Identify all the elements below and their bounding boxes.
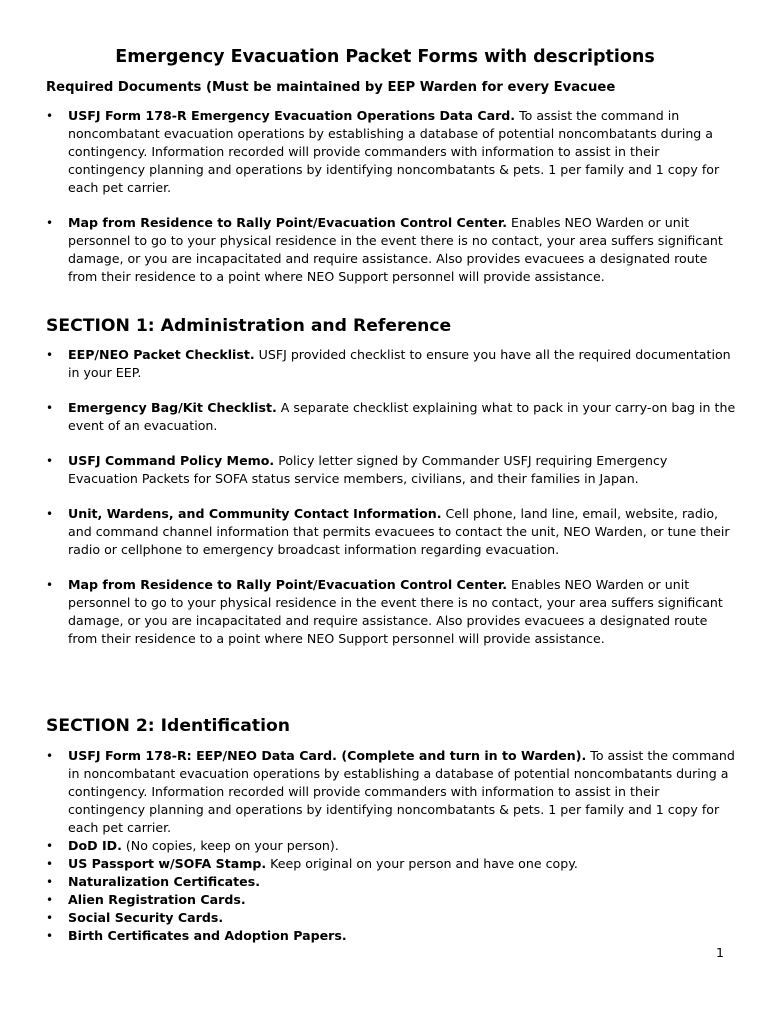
list-item [46, 873, 736, 891]
bullet-icon: • [46, 216, 54, 230]
list-item [46, 452, 736, 488]
item-title: USFJ Form 178-R Emergency Evacuation Operations Data Card. [68, 108, 516, 123]
item-title: Map from Residence to Rally Point/Evacuation Control Center. [68, 215, 508, 230]
item-description: Cell phone, land line, email, website, radio, and command channel information that permits evacuees to contact the unit, NEO Warden, or tune their radio or cellphone to emergency broadcast information regarding evacuation. [68, 506, 730, 557]
document-title: Emergency Evacuation Packet Forms with descriptions [115, 47, 655, 67]
list-item [46, 346, 736, 382]
item-title: US Passport w/SOFA Stamp. [68, 856, 267, 871]
list-item [46, 891, 736, 909]
list-item [46, 214, 736, 286]
list-item [46, 927, 736, 945]
bullet-icon: • [46, 893, 54, 907]
item-title: EEP/NEO Packet Checklist. [68, 347, 255, 362]
item-title: Alien Registration Cards. [68, 892, 246, 907]
bullet-icon: • [46, 507, 54, 521]
item-title: USFJ Form 178-R: EEP/NEO Data Card. (Complete and turn in to Warden). [68, 748, 587, 763]
item-title: Birth Certificates and Adoption Papers. [68, 928, 347, 943]
bullet-icon: • [46, 857, 54, 871]
item-title: Unit, Wardens, and Community Contact Information. [68, 506, 442, 521]
list-item [46, 855, 736, 873]
list-item [46, 576, 736, 648]
list-item [46, 837, 736, 855]
bullet-icon: • [46, 454, 54, 468]
item-title: Emergency Bag/Kit Checklist. [68, 400, 277, 415]
list-item [46, 505, 736, 559]
section-1-list [46, 346, 736, 665]
bullet-icon: • [46, 401, 54, 415]
section-2-heading: SECTION 2: Identification [46, 716, 291, 736]
item-description: Policy letter signed by Commander USFJ requiring Emergency Evacuation Packets for SOFA status service members, civilians, and their families in Japan. [68, 453, 668, 486]
required-documents-list [46, 107, 736, 303]
item-description: A separate checklist explaining what to pack in your carry-on bag in the event of an evacuation. [68, 400, 736, 433]
item-title: USFJ Command Policy Memo. [68, 453, 275, 468]
item-title: DoD ID. [68, 838, 122, 853]
bullet-icon: • [46, 911, 54, 925]
item-description: Enables NEO Warden or unit personnel to go to your physical residence in the event there is no contact, your area suffers significant damage, or you are incapacitated and require assistance. Also provides evacuees a designated route from their residence to a point where NEO Support personnel will provide assistance. [68, 215, 723, 284]
list-item [46, 909, 736, 927]
bullet-icon: • [46, 929, 54, 943]
bullet-icon: • [46, 875, 54, 889]
page-number: 1 [715, 945, 724, 960]
bullet-icon: • [46, 109, 54, 123]
item-description: To assist the command in noncombatant evacuation operations by establishing a database of potential noncombatants during a contingency. Information recorded will provide commanders with information to assist in their contingency planning and operations by identifying noncombatants & pets. 1 per family and 1 copy for each pet carrier. [68, 748, 735, 835]
item-title: Naturalization Certificates. [68, 874, 261, 889]
bullet-icon: • [46, 578, 54, 592]
item-description: Keep original on your person and have one copy. [266, 856, 578, 871]
required-documents-heading: Required Documents (Must be maintained by EEP Warden for every Evacuee [46, 80, 616, 95]
list-item [46, 107, 736, 197]
item-description: To assist the command in noncombatant evacuation operations by establishing a database of potential noncombatants during a contingency. Information recorded will provide commanders with information to assist in their contingency planning and operations by identifying noncombatants & pets. 1 per family and 1 copy for each pet carrier. [68, 108, 720, 195]
list-item [46, 747, 736, 837]
list-item [46, 399, 736, 435]
item-title: Social Security Cards. [68, 910, 224, 925]
bullet-icon: • [46, 348, 54, 362]
item-title: Map from Residence to Rally Point/Evacuation Control Center. [68, 577, 508, 592]
section-1-heading: SECTION 1: Administration and Reference [46, 316, 452, 336]
item-description: USFJ provided checklist to ensure you have all the required documentation in your EEP. [68, 347, 731, 380]
section-2-list [46, 747, 736, 945]
bullet-icon: • [46, 839, 54, 853]
bullet-icon: • [46, 749, 54, 763]
item-description: (No copies, keep on your person). [121, 838, 339, 853]
item-description: Enables NEO Warden or unit personnel to go to your physical residence in the event there is no contact, your area suffers significant damage, or you are incapacitated and require assistance. Also provides evacuees a designated route from their residence to a point where NEO Support personnel will provide assistance. [68, 577, 723, 646]
